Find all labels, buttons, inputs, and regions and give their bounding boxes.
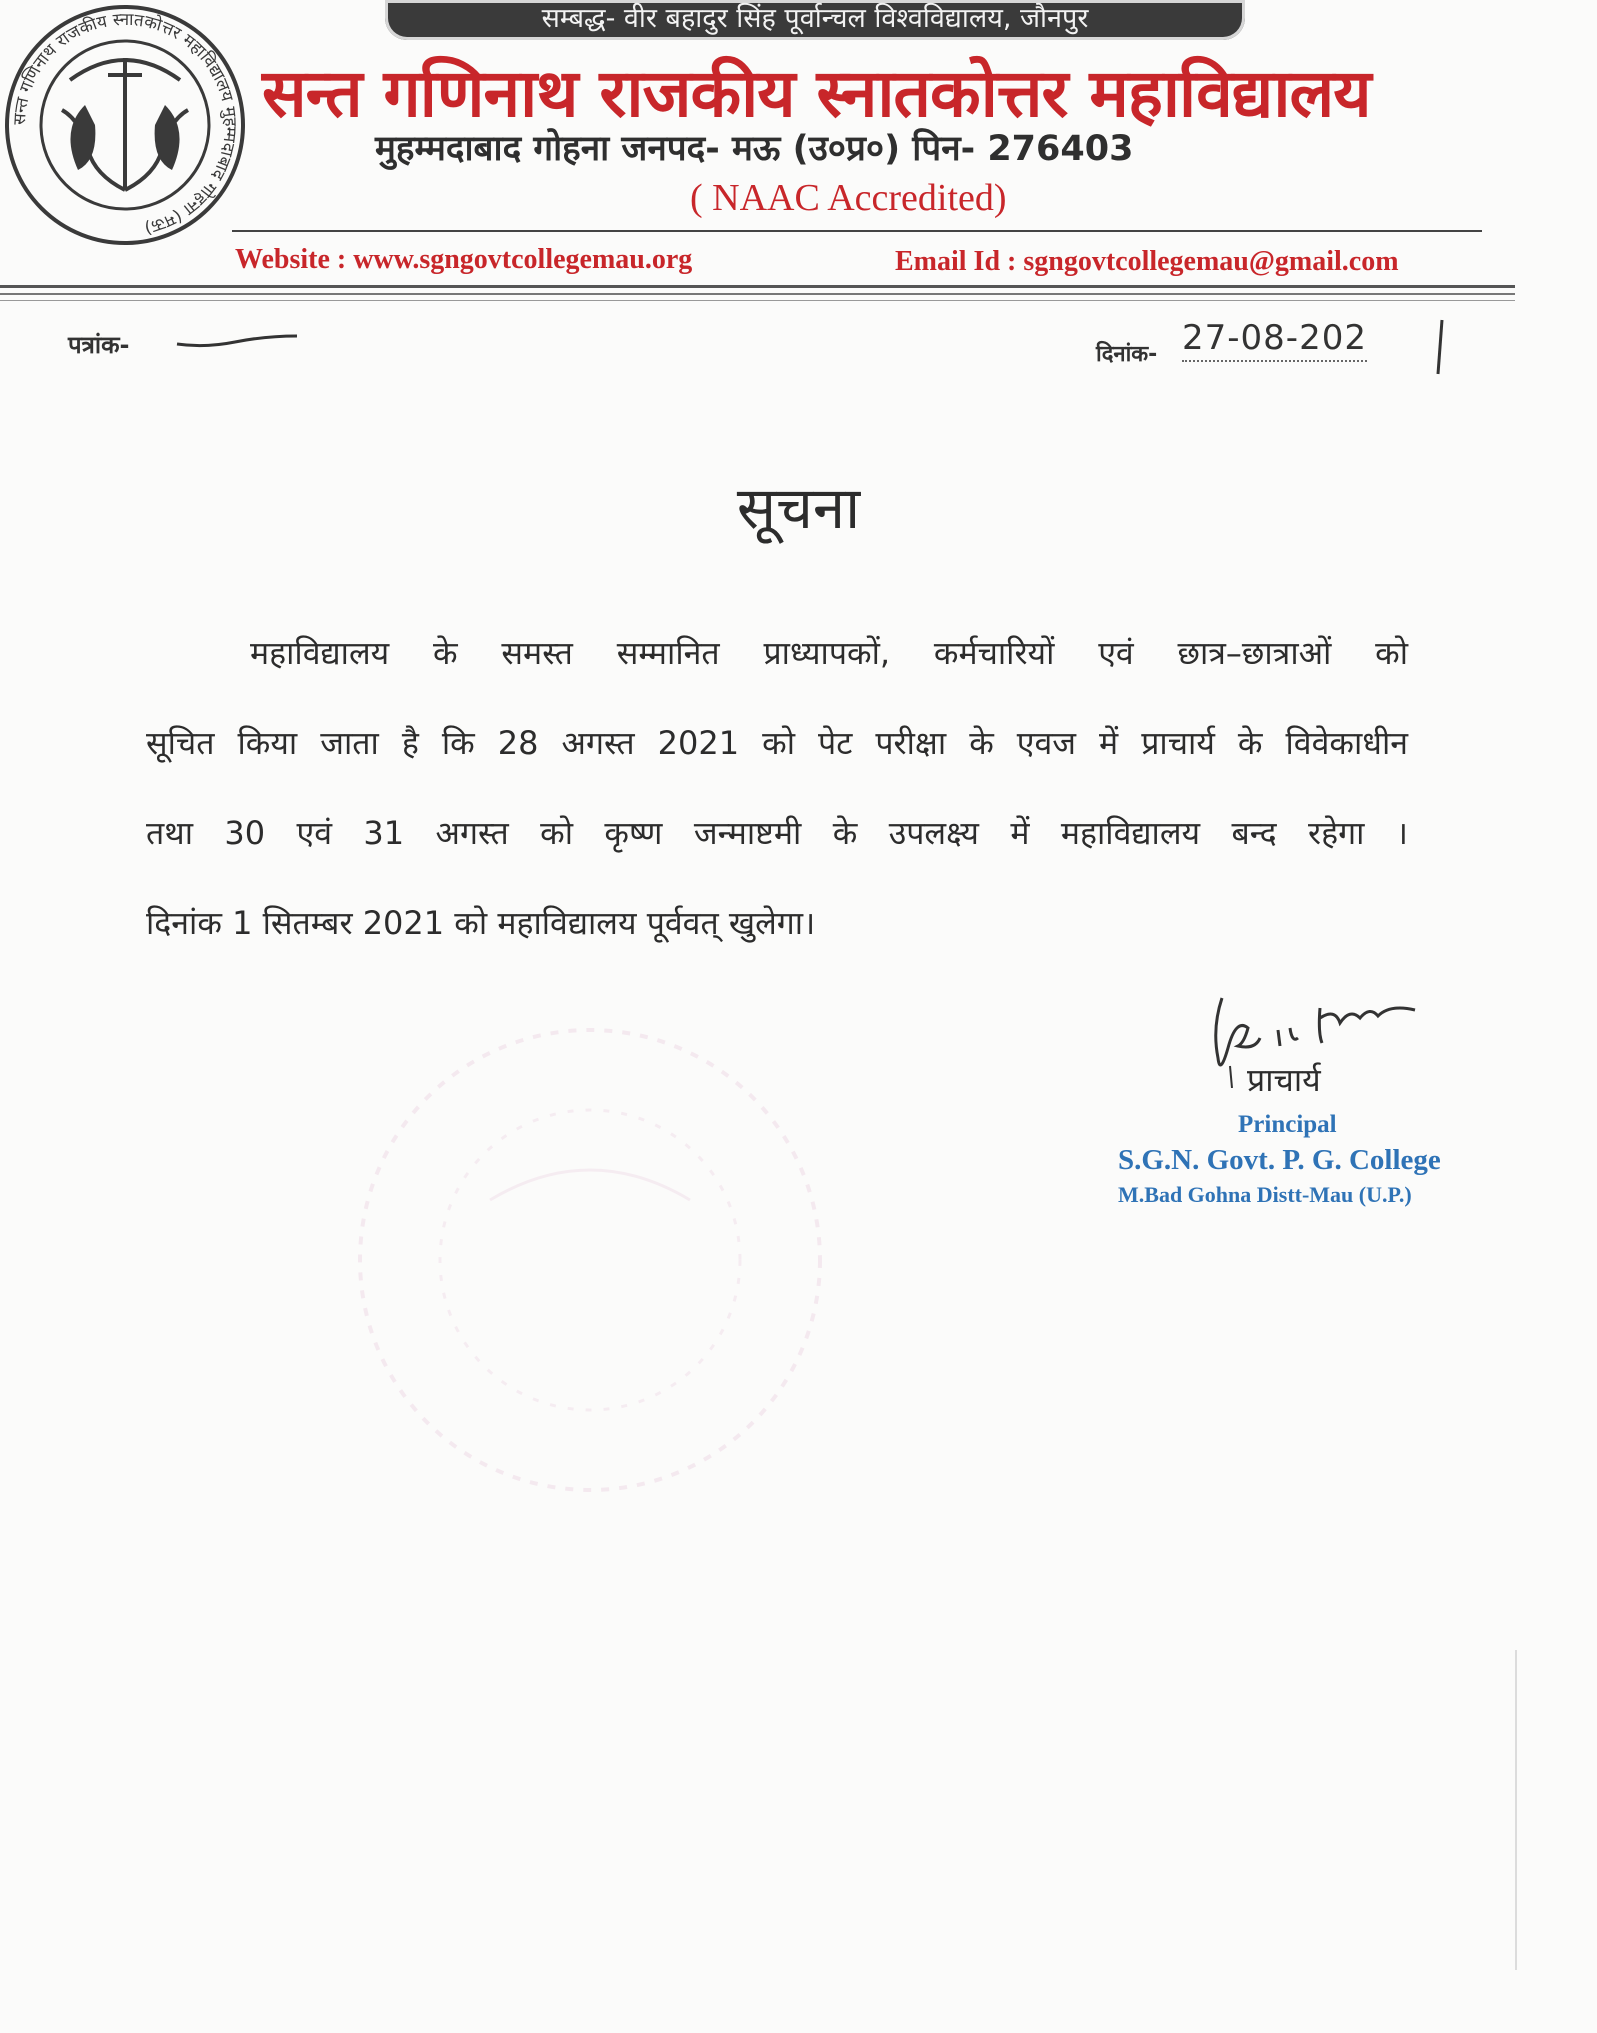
signatory-title-english: Principal bbox=[1238, 1111, 1337, 1138]
affiliation-banner: सम्बद्ध- वीर बहादुर सिंह पूर्वान्चल विश्वविद्यालय, जौनपुर bbox=[385, 0, 1245, 40]
header-divider bbox=[232, 230, 1482, 232]
signatory-college: S.G.N. Govt. P. G. College bbox=[1118, 1144, 1441, 1176]
date-handwritten-stroke bbox=[1430, 318, 1450, 376]
college-name: सन्त गणिनाथ राजकीय स्नातकोत्तर महाविद्यालय bbox=[262, 54, 1371, 132]
principal-signature bbox=[1200, 988, 1450, 1088]
college-address: मुहम्मदाबाद गोहना जनपद- मऊ (उ०प्र०) पिन- 276403 bbox=[375, 129, 1134, 169]
notice-heading: सूचना bbox=[736, 474, 861, 542]
scan-margin-line bbox=[1515, 1650, 1517, 1970]
notice-line: महाविद्यालय के समस्त सम्मानित प्राध्यापकों, कर्मचारियों एवं छात्र–छात्राओं को bbox=[250, 634, 1408, 672]
seal-ring-text: सन्त गणिनाथ राजकीय स्नातकोत्तर महाविद्यालय मुहम्मदाबाद गोहना (मऊ) bbox=[9, 9, 241, 238]
header-rule bbox=[0, 285, 1515, 288]
signatory-place: M.Bad Gohna Distt-Mau (U.P.) bbox=[1118, 1182, 1412, 1207]
reference-blank-stroke bbox=[175, 330, 300, 354]
faint-stamp-impression bbox=[330, 1000, 850, 1520]
college-seal-logo bbox=[0, 0, 250, 250]
accreditation: ( NAAC Accredited) bbox=[690, 177, 1007, 219]
header-rule bbox=[0, 293, 1515, 295]
notice-line: तथा 30 एवं 31 अगस्त को कृष्ण जन्माष्टमी के उपलक्ष्य में महाविद्यालय बन्द रहेगा । bbox=[146, 814, 1408, 852]
header-rule bbox=[0, 300, 1515, 301]
signatory-title-hindi: प्राचार्य bbox=[1247, 1061, 1321, 1099]
reference-label: पत्रांक- bbox=[68, 331, 130, 359]
notice-line: दिनांक 1 सितम्बर 2021 को महाविद्यालय पूर्ववत् खुलेगा। bbox=[146, 904, 816, 942]
website: Website : www.sgngovtcollegemau.org bbox=[235, 244, 693, 275]
notice-line: सूचित किया जाता है कि 28 अगस्त 2021 को पेट परीक्षा के एवज में प्राचार्य के विवेकाधीन bbox=[146, 724, 1408, 762]
email: Email Id : sgngovtcollegemau@gmail.com bbox=[895, 246, 1399, 277]
date-value: 27-08-202 bbox=[1182, 318, 1367, 362]
date-label: दिनांक- bbox=[1096, 342, 1158, 367]
notice-body bbox=[146, 612, 1408, 972]
